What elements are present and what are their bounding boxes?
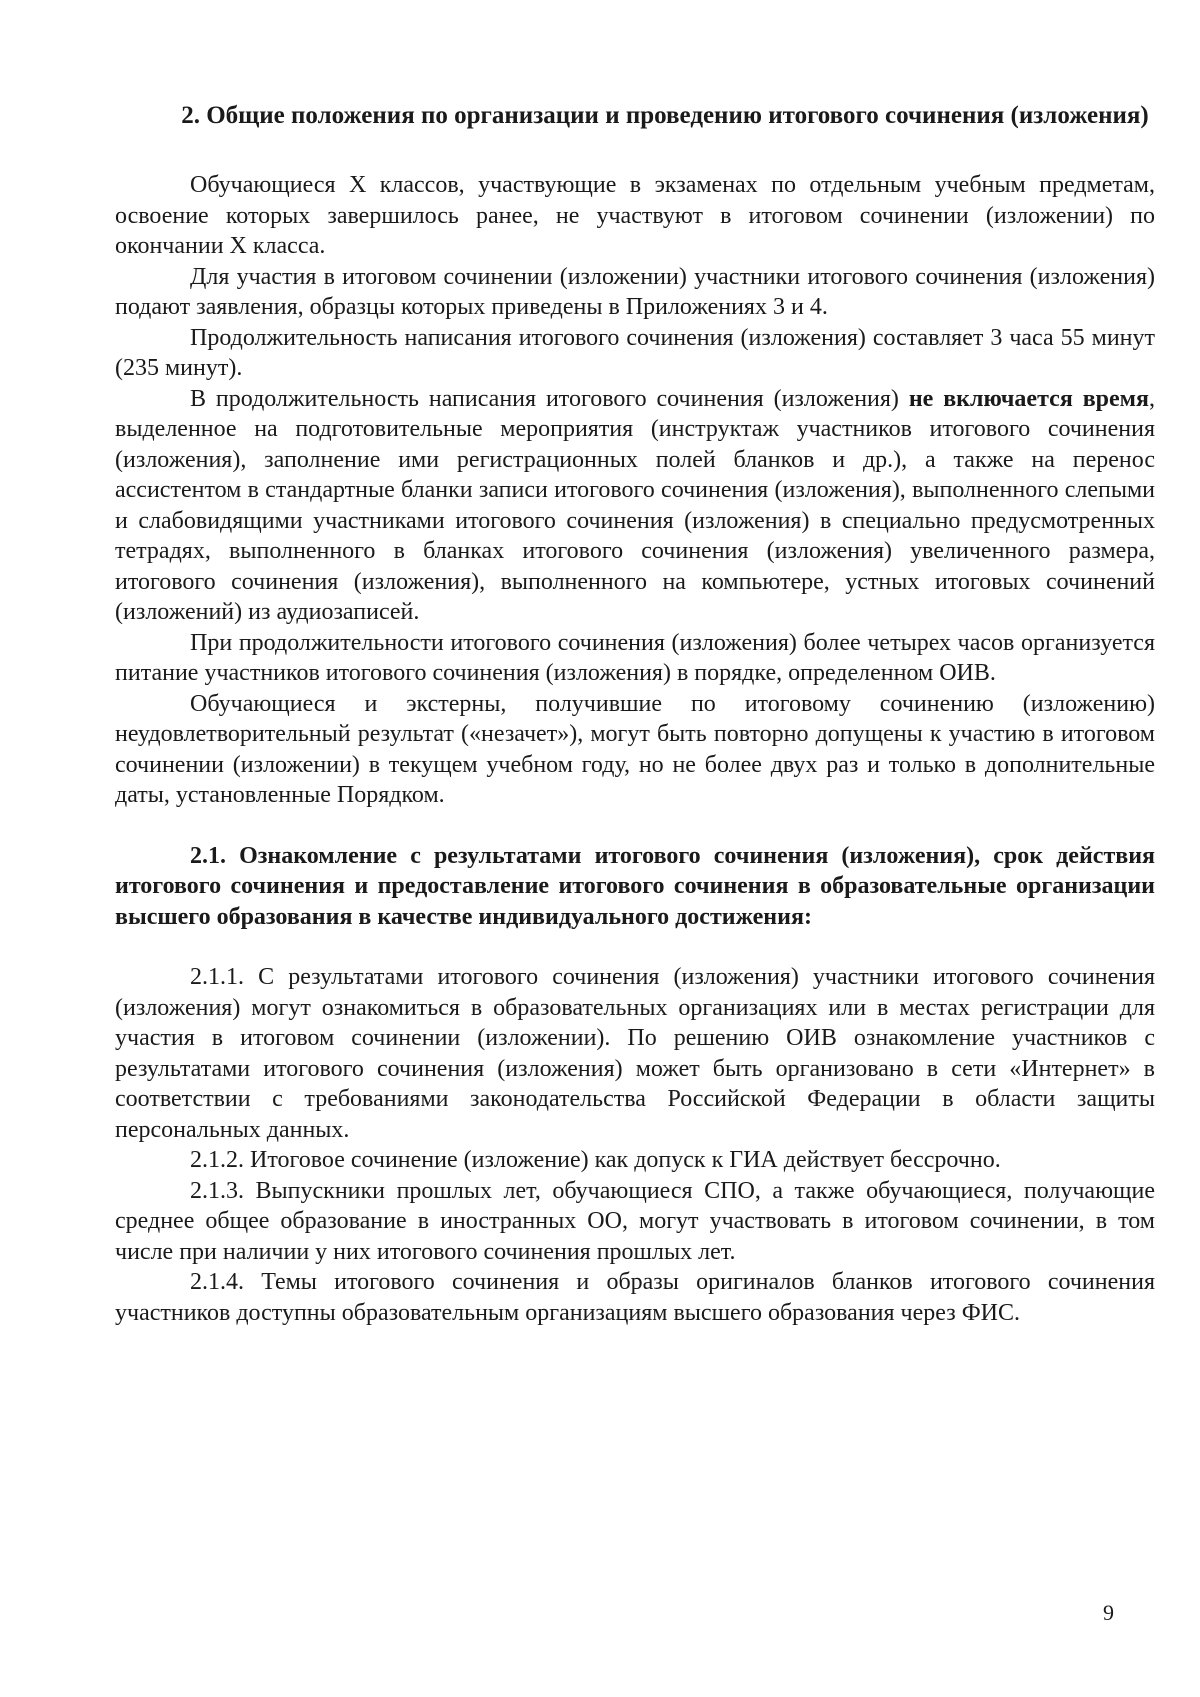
paragraph-duration: Продолжительность написания итогового сочинения (изложения) составляет 3 часа 55 минут (235 минут).	[115, 324, 1155, 381]
page-content	[115, 100, 1155, 1328]
item-2-1-1: 2.1.1. С результатами итогового сочинения (изложения) участники итогового сочинения (изложения) могут ознакомиться в образовательных организациях или в местах регистрации для участия в итоговом сочинении (изложении). По решению ОИВ ознакомление участников с результатами итогового сочинения (изложения) может быть организовано в сети «Интернет» в соответствии с требованиями законодательства Российской Федерации в области защиты персональных данных.	[115, 964, 1155, 1143]
item-2-1-4: 2.1.4. Темы итогового сочинения и образы оригиналов бланков итогового сочинения участников доступны образовательным организациям высшего образования через ФИС.	[115, 1269, 1155, 1326]
paragraph-retake: Обучающиеся и экстерны, получившие по итоговому сочинению (изложению) неудовлетворительный результат («незачет»), могут быть повторно допущены к участию в итоговом сочинении (изложении) в текущем учебном году, но не более двух раз и только в дополнительные даты, установленные Порядком.	[115, 690, 1155, 808]
paragraph-applications: Для участия в итоговом сочинении (изложении) участники итогового сочинения (изложения) подают заявления, образцы которых приведены в Приложениях 3 и 4.	[115, 263, 1155, 320]
paragraph-duration-exclusions	[115, 384, 1155, 628]
subsection-title: 2.1. Ознакомление с результатами итогового сочинения (изложения), срок действия итогового сочинения и предоставление итогового сочинения в образовательные организации высшего образования в качестве индивидуального достижения:	[115, 842, 1155, 930]
duration-note-bold: не включается время	[908, 385, 1149, 412]
page-number: 9	[1103, 1600, 1114, 1625]
duration-note-after: , выделенное на подготовительные мероприятия (инструктаж участников итогового сочинения (изложения), заполнение ими регистрационных полей бланков и др.), а также на перенос ассистентом в стандартные бланки записи итогового сочинения (изложения), выполненного слепыми и слабовидящими участниками итогового сочинения (изложения) в специально предусмотренных тетрадях, выполненного в бланках итогового сочинения (изложения) увеличенного размера, итогового сочинения (изложения), выполненного на компьютере, устных итоговых сочинений (изложений) из аудиозаписей.	[115, 385, 1155, 625]
item-2-1-2: 2.1.2. Итоговое сочинение (изложение) как допуск к ГИА действует бессрочно.	[190, 1147, 1001, 1173]
section-title: 2. Общие положения по организации и проведению итогового сочинения (изложения)	[181, 102, 1149, 129]
paragraph-x-classes: Обучающиеся X классов, участвующие в экзаменах по отдельным учебным предметам, освоение которых завершилось ранее, не участвуют в итоговом сочинении (изложении) по окончании X класса.	[115, 172, 1155, 259]
duration-note-before: В продолжительность написания итогового сочинения (изложения)	[190, 385, 909, 412]
paragraph-meals: При продолжительности итогового сочинения (изложения) более четырех часов организуется питание участников итогового сочинения (изложения) в порядке, определенном ОИВ.	[115, 629, 1155, 686]
item-2-1-3: 2.1.3. Выпускники прошлых лет, обучающиеся СПО, а также обучающиеся, получающие среднее общее образование в иностранных ОО, могут участвовать в итоговом сочинении, в том числе при наличии у них итогового сочинения прошлых лет.	[115, 1177, 1155, 1265]
